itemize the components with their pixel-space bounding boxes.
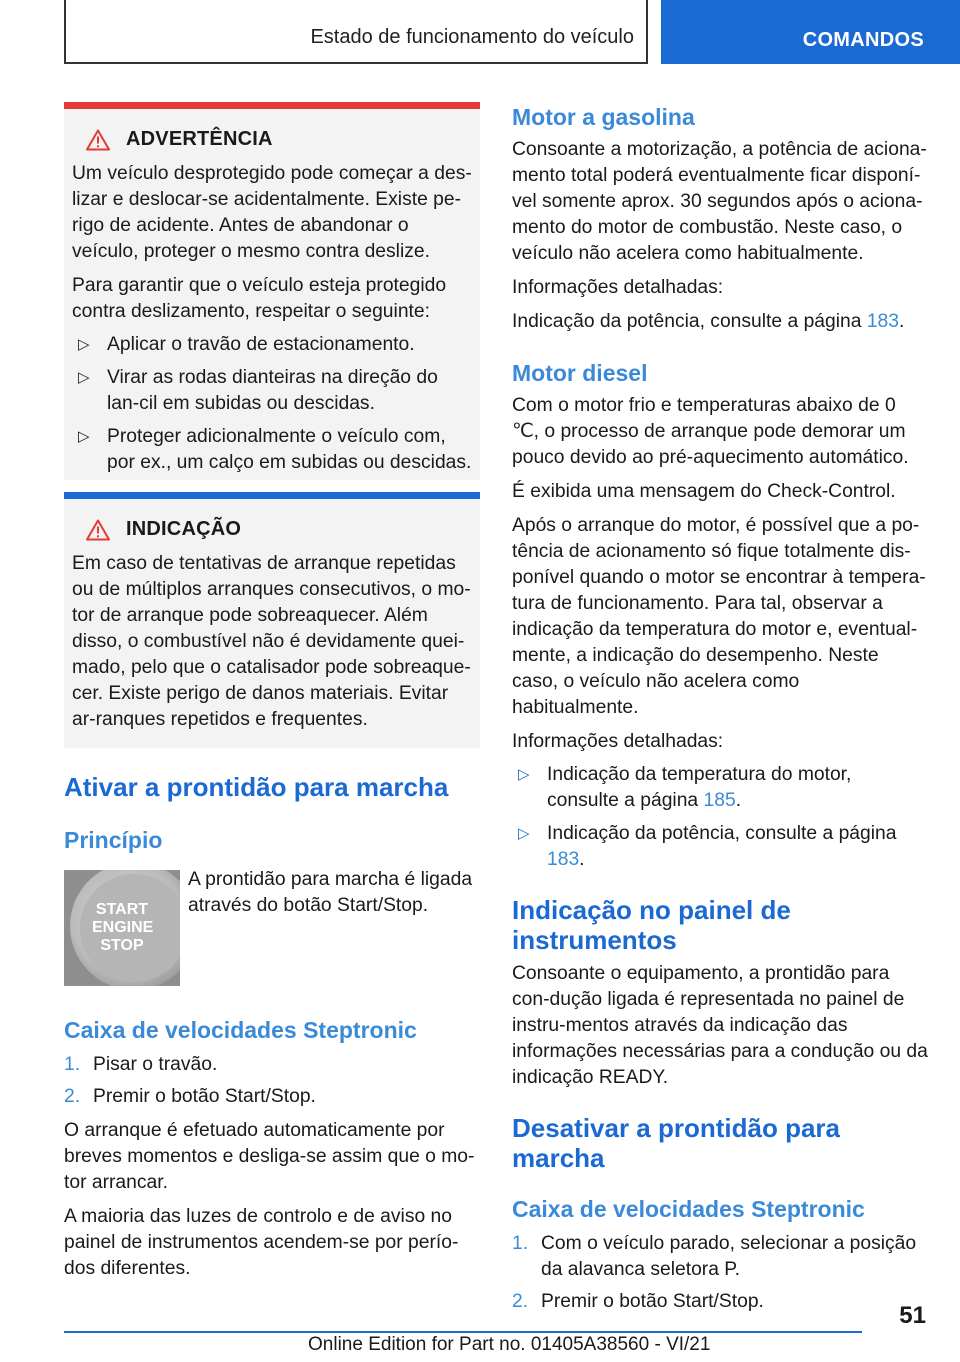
start-stop-button-image xyxy=(64,870,180,986)
warning-triangle-icon xyxy=(86,129,110,151)
heading-diesel: Motor diesel xyxy=(512,360,648,386)
list-item: ▷ Indicação da potência, consulte a página 183. xyxy=(518,823,897,870)
list-item: 1. Com o veículo parado, selecionar a posição da alavanca seletora P. xyxy=(512,1233,917,1280)
page-link[interactable]: 183 xyxy=(547,849,580,870)
footer-edition: Online Edition for Part no. 01405A38560 - VI/21 xyxy=(308,1334,711,1355)
list-item: ▷ Indicação da temperatura do motor, consulte a página 185. xyxy=(518,764,852,811)
petrol-text-2: Informações detalhadas: xyxy=(512,277,724,298)
chapter-tab[interactable] xyxy=(661,0,960,64)
warning-triangle-icon xyxy=(86,519,110,541)
footer-divider xyxy=(64,1331,862,1333)
heading-steptronic-2: Caixa de velocidades Steptronic xyxy=(512,1196,865,1222)
heading-cluster: Indicação no painel de instrumentos xyxy=(512,895,791,955)
warning-text: Um veículo desprotegido pode começar a des-lizar e deslocar-se acidentalmente. Existe pe-rigo de acidente. Antes de abandonar o veículo, proteger o mesmo contra deslize. xyxy=(72,163,472,262)
list-item: ▷ Proteger adicionalmente o veículo com, por ex., um calço em subidas ou descidas. xyxy=(78,426,472,473)
list-item: 2. Premir o botão Start/Stop. xyxy=(512,1291,764,1312)
note-bar xyxy=(64,492,480,499)
list-item: ▷ Virar as rodas dianteiras na direção do lan-cil em subidas ou descidas. xyxy=(78,367,438,414)
principle-text: A prontidão para marcha é ligada através do botão Start/Stop. xyxy=(188,869,473,916)
heading-activate-ready: Ativar a prontidão para marcha xyxy=(64,772,449,802)
diesel-text-2: É exibida uma mensagem do Check-Control. xyxy=(512,481,896,502)
heading-principle: Princípio xyxy=(64,827,163,853)
list-item: ▷ Aplicar o travão de estacionamento. xyxy=(78,334,415,355)
page-link[interactable]: 185 xyxy=(703,790,736,811)
warning-bar xyxy=(64,102,480,109)
warning-title: ADVERTÊNCIA xyxy=(126,128,273,150)
heading-steptronic: Caixa de velocidades Steptronic xyxy=(64,1017,417,1043)
heading-petrol: Motor a gasolina xyxy=(512,104,695,130)
diesel-text-1: Com o motor frio e temperaturas abaixo de 0 ℃, o processo de arranque pode demorar um pouco devido ao pré-aquecimento automático. xyxy=(512,395,909,468)
page-header xyxy=(0,0,960,66)
section-title: Estado de funcionamento do veículo xyxy=(310,26,634,48)
page-number: 51 xyxy=(899,1302,926,1329)
chapter-tab-label: COMANDOS xyxy=(802,29,924,51)
petrol-text-3: Indicação da potência, consulte a página 183. xyxy=(512,311,905,332)
warning-text-2: Para garantir que o veículo esteja protegido contra deslizamento, respeitar o seguinte: xyxy=(72,275,447,322)
ready-text-2: A maioria das luzes de controlo e de aviso no painel de instrumentos acendem-se por perío-dos diferentes. xyxy=(64,1206,459,1279)
list-item: 1. Pisar o travão. xyxy=(64,1054,218,1075)
diesel-text-3: Após o arranque do motor, é possível que a po-tência de acionamento só fique totalmente dis-ponível quando o motor se encontrar à tempera-tura de funcionamento. Para tal, observar a indicação da temperatura do motor e, eventual-mente, a indicação do desempenho. Neste caso, o veículo não acelera como habitualmente. xyxy=(512,515,926,718)
list-item: 2. Premir o botão Start/Stop. xyxy=(64,1086,316,1107)
warning-box xyxy=(64,102,480,480)
page-link[interactable]: 183 xyxy=(866,311,899,332)
heading-deactivate: Desativar a prontidão para marcha xyxy=(512,1113,840,1173)
note-title: INDICAÇÃO xyxy=(126,518,242,540)
petrol-text-1: Consoante a motorização, a potência de aciona-mento total poderá eventualmente ficar disponí-vel somente aprox. 30 segundos após o aciona-mento do motor de combustão. Neste caso, o veículo não acelera como habitualmente. xyxy=(512,139,927,264)
note-text: Em caso de tentativas de arranque repetidas ou de múltiplos arranques consecutivos, o mo-tor de arranque pode sobreaquecer. Além disso, o combustível não é devidamente quei-mado, pelo que o catalisador pode sobreaque-cer. Existe perigo de danos materiais. Evitar ar-ranques repetidos e frequentes. xyxy=(72,553,471,730)
diesel-text-4: Informações detalhadas: xyxy=(512,731,724,752)
note-box xyxy=(64,492,480,748)
start-stop-label: START ENGINE STOP xyxy=(92,901,154,954)
header-frame xyxy=(64,0,648,64)
ready-text-1: O arranque é efetuado automaticamente por breves momentos e desliga-se assim que o mo-tor arrancar. xyxy=(64,1120,475,1193)
cluster-text: Consoante o equipamento, a prontidão para con-dução ligada é representada no painel de instru-mentos através da indicação das informações necessárias para a condução ou da indicação READY. xyxy=(512,963,928,1088)
